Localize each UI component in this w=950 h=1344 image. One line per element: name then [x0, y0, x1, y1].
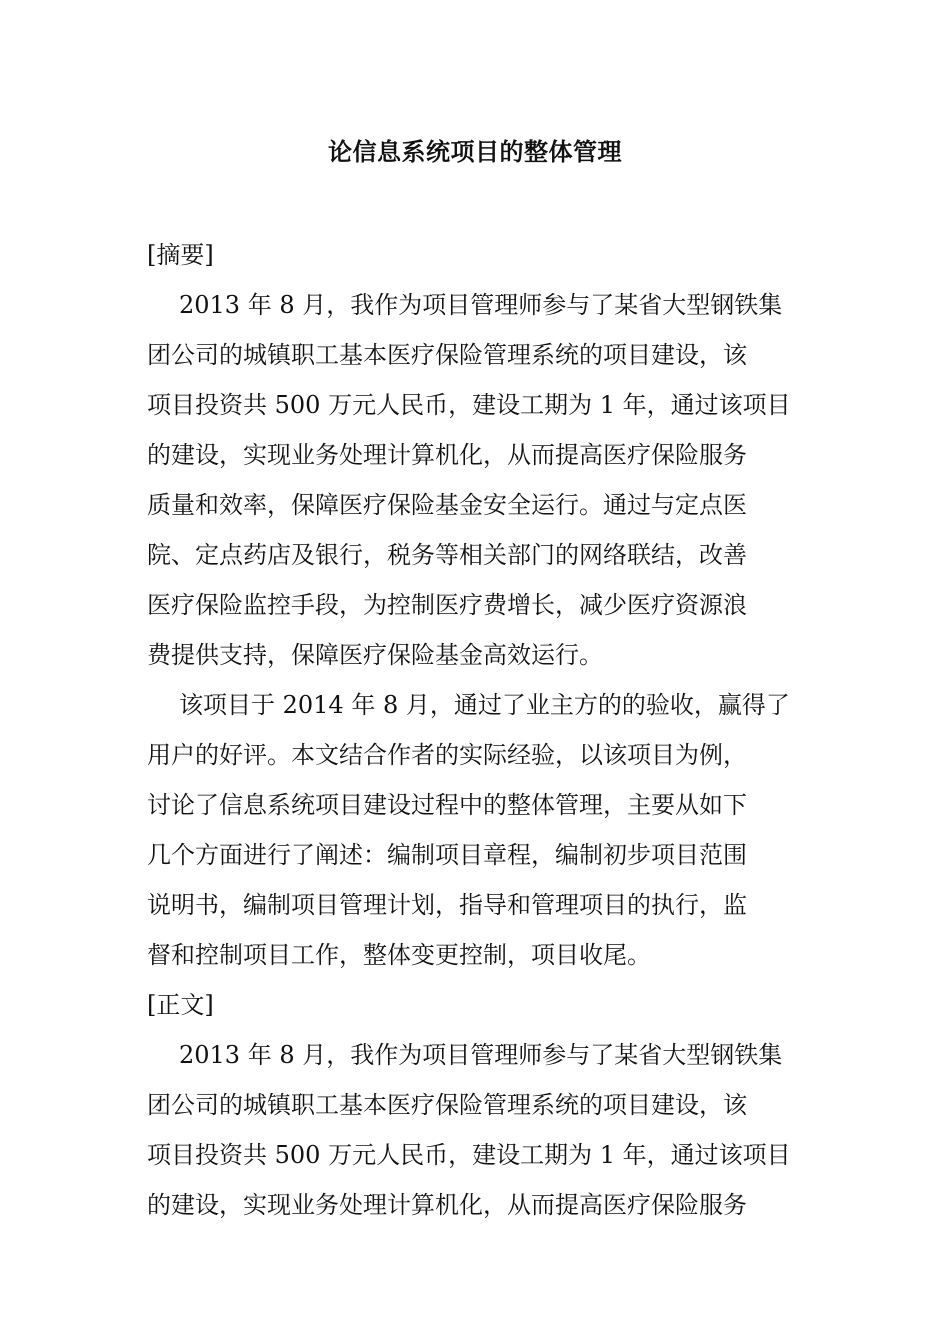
text-line: 费提供支持，保障医疗保险基金高效运行。 [147, 641, 603, 669]
abstract-paragraph-1 [147, 280, 807, 680]
text-line: 督和控制项目工作，整体变更控制，项目收尾。 [147, 941, 651, 969]
text-line: 项目投资共 500 万元人民币，建设工期为 1 年，通过该项目 [147, 391, 791, 419]
page-title: 论信息系统项目的整体管理 [328, 137, 622, 166]
document-content [147, 230, 807, 1230]
text-line: 质量和效率，保障医疗保险基金安全运行。通过与定点医 [147, 491, 747, 519]
text-line: 几个方面进行了阐述：编制项目章程，编制初步项目范围 [147, 841, 747, 869]
text-line: 的建设，实现业务处理计算机化，从而提高医疗保险服务 [147, 1191, 747, 1219]
text-line: 团公司的城镇职工基本医疗保险管理系统的项目建设，该 [147, 341, 747, 369]
body-paragraph-1 [147, 1030, 807, 1230]
text-line: 说明书，编制项目管理计划，指导和管理项目的执行，监 [147, 891, 747, 919]
text-line: 用户的好评。本文结合作者的实际经验，以该项目为例， [147, 741, 747, 769]
text-line: 2013 年 8 月，我作为项目管理师参与了某省大型钢铁集 [179, 1041, 783, 1069]
abstract-paragraph-2 [147, 680, 807, 980]
text-line: 的建设，实现业务处理计算机化，从而提高医疗保险服务 [147, 441, 747, 469]
text-line: 院、定点药店及银行，税务等相关部门的网络联结，改善 [147, 541, 747, 569]
abstract-heading: [摘要] [147, 241, 214, 269]
text-line: 2013 年 8 月，我作为项目管理师参与了某省大型钢铁集 [179, 291, 783, 319]
body-heading: [正文] [147, 991, 214, 1019]
text-line: 该项目于 2014 年 8 月，通过了业主方的的验收，赢得了 [179, 691, 790, 719]
text-line: 医疗保险监控手段，为控制医疗费增长，减少医疗资源浪 [147, 591, 747, 619]
text-line: 讨论了信息系统项目建设过程中的整体管理，主要从如下 [147, 791, 747, 819]
text-line: 项目投资共 500 万元人民币，建设工期为 1 年，通过该项目 [147, 1141, 791, 1169]
text-line: 团公司的城镇职工基本医疗保险管理系统的项目建设，该 [147, 1091, 747, 1119]
